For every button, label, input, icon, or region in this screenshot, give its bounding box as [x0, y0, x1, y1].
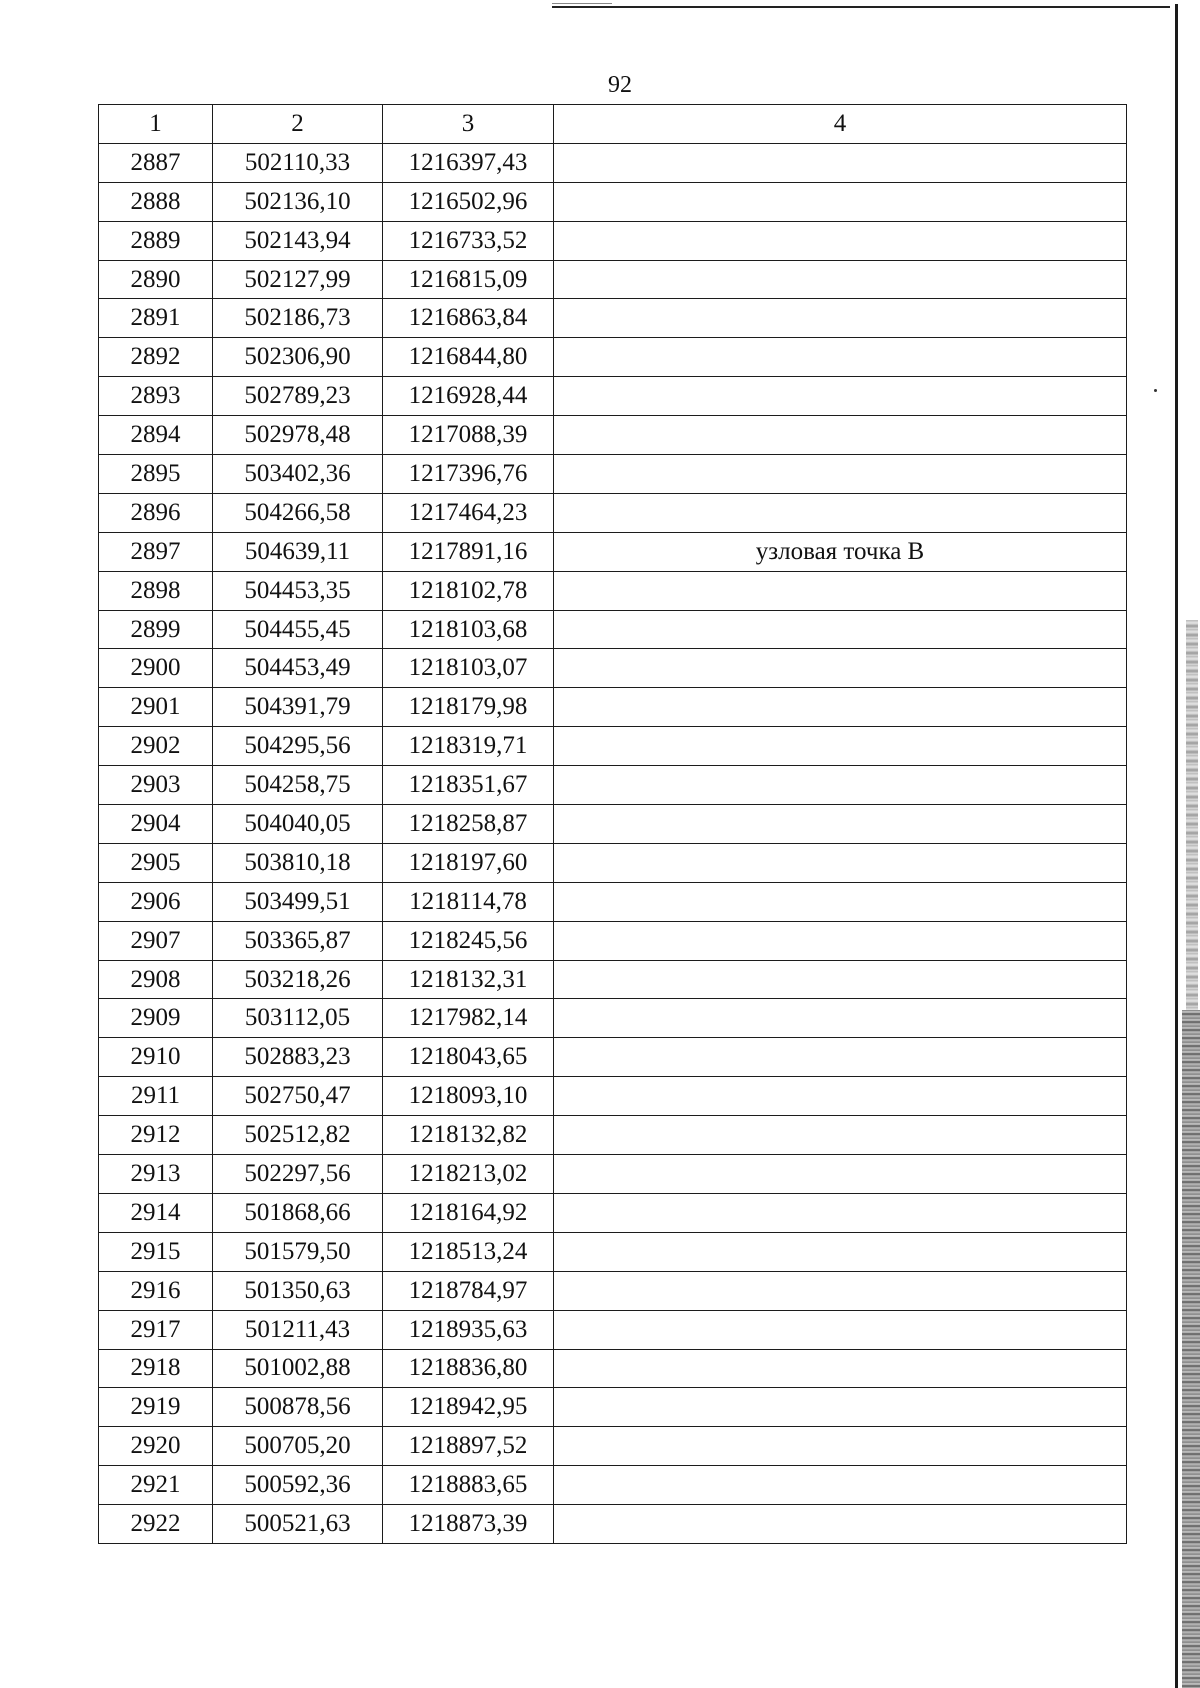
- x-coordinate-cell: 502750,47: [213, 1077, 383, 1116]
- scan-border-right: [1175, 4, 1178, 1688]
- note-cell: [554, 843, 1127, 882]
- point-number-cell: 2899: [99, 610, 213, 649]
- table-row: [99, 493, 1127, 532]
- point-number-cell: 2906: [99, 882, 213, 921]
- column-header-4: 4: [554, 105, 1127, 144]
- point-number-cell: 2907: [99, 921, 213, 960]
- point-number-cell: 2904: [99, 805, 213, 844]
- point-number-cell: 2918: [99, 1349, 213, 1388]
- column-header-2: 2: [213, 105, 383, 144]
- point-number-cell: 2917: [99, 1310, 213, 1349]
- y-coordinate-cell: 1216815,09: [383, 260, 554, 299]
- point-number-cell: 2889: [99, 221, 213, 260]
- point-number-cell: 2916: [99, 1271, 213, 1310]
- x-coordinate-cell: 502127,99: [213, 260, 383, 299]
- x-coordinate-cell: 501211,43: [213, 1310, 383, 1349]
- x-coordinate-cell: 501350,63: [213, 1271, 383, 1310]
- x-coordinate-cell: 504453,49: [213, 649, 383, 688]
- note-cell: [554, 649, 1127, 688]
- note-cell: [554, 999, 1127, 1038]
- point-number-cell: 2908: [99, 960, 213, 999]
- table-row: [99, 1466, 1127, 1505]
- point-number-cell: 2896: [99, 493, 213, 532]
- note-cell: [554, 1349, 1127, 1388]
- y-coordinate-cell: 1218351,67: [383, 766, 554, 805]
- table-row: [99, 921, 1127, 960]
- point-number-cell: 2921: [99, 1466, 213, 1505]
- x-coordinate-cell: 501002,88: [213, 1349, 383, 1388]
- table-row: [99, 1116, 1127, 1155]
- y-coordinate-cell: 1218093,10: [383, 1077, 554, 1116]
- table-row: [99, 182, 1127, 221]
- scan-edge-shadow-lower: [1182, 1010, 1200, 1688]
- x-coordinate-cell: 502110,33: [213, 143, 383, 182]
- table-row: [99, 338, 1127, 377]
- x-coordinate-cell: 503365,87: [213, 921, 383, 960]
- table-row: [99, 805, 1127, 844]
- coordinates-table: [98, 104, 1127, 1544]
- point-number-cell: 2914: [99, 1193, 213, 1232]
- note-cell: [554, 299, 1127, 338]
- point-number-cell: 2898: [99, 571, 213, 610]
- note-cell: [554, 1271, 1127, 1310]
- x-coordinate-cell: 504040,05: [213, 805, 383, 844]
- y-coordinate-cell: 1216863,84: [383, 299, 554, 338]
- note-cell: [554, 260, 1127, 299]
- table-row: [99, 221, 1127, 260]
- x-coordinate-cell: 500521,63: [213, 1505, 383, 1544]
- table-row: [99, 999, 1127, 1038]
- note-cell: [554, 882, 1127, 921]
- note-cell: [554, 1427, 1127, 1466]
- point-number-cell: 2903: [99, 766, 213, 805]
- table-row: [99, 377, 1127, 416]
- point-number-cell: 2892: [99, 338, 213, 377]
- x-coordinate-cell: 502978,48: [213, 416, 383, 455]
- x-coordinate-cell: 504455,45: [213, 610, 383, 649]
- y-coordinate-cell: 1218179,98: [383, 688, 554, 727]
- note-cell: [554, 727, 1127, 766]
- note-cell: [554, 921, 1127, 960]
- x-coordinate-cell: 503499,51: [213, 882, 383, 921]
- y-coordinate-cell: 1216397,43: [383, 143, 554, 182]
- table-row: [99, 960, 1127, 999]
- y-coordinate-cell: 1217982,14: [383, 999, 554, 1038]
- table-row: [99, 1505, 1127, 1544]
- note-cell: [554, 493, 1127, 532]
- column-header-1: 1: [99, 105, 213, 144]
- note-cell: [554, 221, 1127, 260]
- y-coordinate-cell: 1218164,92: [383, 1193, 554, 1232]
- point-number-cell: 2901: [99, 688, 213, 727]
- y-coordinate-cell: 1218197,60: [383, 843, 554, 882]
- point-number-cell: 2915: [99, 1232, 213, 1271]
- y-coordinate-cell: 1216928,44: [383, 377, 554, 416]
- point-number-cell: 2919: [99, 1388, 213, 1427]
- table-row: [99, 571, 1127, 610]
- scan-border-faint: [552, 3, 612, 4]
- y-coordinate-cell: 1218513,24: [383, 1232, 554, 1271]
- table-row: [99, 532, 1127, 571]
- x-coordinate-cell: 504295,56: [213, 727, 383, 766]
- table-body: [99, 143, 1127, 1543]
- y-coordinate-cell: 1217396,76: [383, 455, 554, 494]
- note-cell: [554, 338, 1127, 377]
- point-number-cell: 2893: [99, 377, 213, 416]
- x-coordinate-cell: 504453,35: [213, 571, 383, 610]
- note-cell: [554, 1155, 1127, 1194]
- note-cell: [554, 1388, 1127, 1427]
- note-cell: [554, 610, 1127, 649]
- y-coordinate-cell: 1218873,39: [383, 1505, 554, 1544]
- table-row: [99, 649, 1127, 688]
- point-number-cell: 2920: [99, 1427, 213, 1466]
- x-coordinate-cell: 503402,36: [213, 455, 383, 494]
- note-cell: [554, 1077, 1127, 1116]
- x-coordinate-cell: 501868,66: [213, 1193, 383, 1232]
- x-coordinate-cell: 502136,10: [213, 182, 383, 221]
- x-coordinate-cell: 502789,23: [213, 377, 383, 416]
- point-number-cell: 2912: [99, 1116, 213, 1155]
- note-cell: [554, 1232, 1127, 1271]
- point-number-cell: 2888: [99, 182, 213, 221]
- note-cell: [554, 960, 1127, 999]
- y-coordinate-cell: 1217088,39: [383, 416, 554, 455]
- note-cell: [554, 688, 1127, 727]
- y-coordinate-cell: 1218836,80: [383, 1349, 554, 1388]
- table-row: [99, 455, 1127, 494]
- y-coordinate-cell: 1218132,82: [383, 1116, 554, 1155]
- note-cell: [554, 1466, 1127, 1505]
- y-coordinate-cell: 1218258,87: [383, 805, 554, 844]
- y-coordinate-cell: 1218942,95: [383, 1388, 554, 1427]
- point-number-cell: 2922: [99, 1505, 213, 1544]
- y-coordinate-cell: 1218102,78: [383, 571, 554, 610]
- note-cell: [554, 1310, 1127, 1349]
- point-number-cell: 2910: [99, 1038, 213, 1077]
- note-cell: [554, 571, 1127, 610]
- y-coordinate-cell: 1218213,02: [383, 1155, 554, 1194]
- point-number-cell: 2913: [99, 1155, 213, 1194]
- x-coordinate-cell: 502512,82: [213, 1116, 383, 1155]
- point-number-cell: 2897: [99, 532, 213, 571]
- note-cell: [554, 805, 1127, 844]
- x-coordinate-cell: 502306,90: [213, 338, 383, 377]
- y-coordinate-cell: 1218245,56: [383, 921, 554, 960]
- note-cell: [554, 416, 1127, 455]
- note-cell: [554, 1505, 1127, 1544]
- x-coordinate-cell: 500705,20: [213, 1427, 383, 1466]
- point-number-cell: 2890: [99, 260, 213, 299]
- point-number-cell: 2909: [99, 999, 213, 1038]
- point-number-cell: 2911: [99, 1077, 213, 1116]
- page-number: 92: [608, 72, 632, 98]
- y-coordinate-cell: 1218883,65: [383, 1466, 554, 1505]
- table-row: [99, 1310, 1127, 1349]
- note-cell: [554, 1116, 1127, 1155]
- table-row: [99, 1427, 1127, 1466]
- note-cell: [554, 1193, 1127, 1232]
- x-coordinate-cell: 504258,75: [213, 766, 383, 805]
- table-row: [99, 610, 1127, 649]
- x-coordinate-cell: 502297,56: [213, 1155, 383, 1194]
- scan-speck: [1154, 389, 1157, 392]
- table-row: [99, 766, 1127, 805]
- x-coordinate-cell: 503112,05: [213, 999, 383, 1038]
- x-coordinate-cell: 504391,79: [213, 688, 383, 727]
- x-coordinate-cell: 503810,18: [213, 843, 383, 882]
- y-coordinate-cell: 1216733,52: [383, 221, 554, 260]
- table-row: [99, 1193, 1127, 1232]
- x-coordinate-cell: 500878,56: [213, 1388, 383, 1427]
- table-row: [99, 688, 1127, 727]
- table-row: [99, 416, 1127, 455]
- column-header-3: 3: [383, 105, 554, 144]
- point-number-cell: 2891: [99, 299, 213, 338]
- table-row: [99, 1155, 1127, 1194]
- table-row: [99, 1388, 1127, 1427]
- table-row: [99, 260, 1127, 299]
- table-row: [99, 727, 1127, 766]
- y-coordinate-cell: 1218114,78: [383, 882, 554, 921]
- y-coordinate-cell: 1218897,52: [383, 1427, 554, 1466]
- point-number-cell: 2900: [99, 649, 213, 688]
- note-cell: [554, 143, 1127, 182]
- table-row: [99, 1232, 1127, 1271]
- point-number-cell: 2905: [99, 843, 213, 882]
- y-coordinate-cell: 1218043,65: [383, 1038, 554, 1077]
- x-coordinate-cell: 502143,94: [213, 221, 383, 260]
- note-cell: [554, 1038, 1127, 1077]
- y-coordinate-cell: 1218132,31: [383, 960, 554, 999]
- y-coordinate-cell: 1217464,23: [383, 493, 554, 532]
- table-row: [99, 143, 1127, 182]
- table-header-row: [99, 105, 1127, 144]
- note-cell: [554, 766, 1127, 805]
- point-number-cell: 2894: [99, 416, 213, 455]
- note-cell: узловая точка В: [554, 532, 1127, 571]
- y-coordinate-cell: 1218935,63: [383, 1310, 554, 1349]
- x-coordinate-cell: 503218,26: [213, 960, 383, 999]
- table-row: [99, 843, 1127, 882]
- y-coordinate-cell: 1217891,16: [383, 532, 554, 571]
- point-number-cell: 2887: [99, 143, 213, 182]
- x-coordinate-cell: 504639,11: [213, 532, 383, 571]
- x-coordinate-cell: 502186,73: [213, 299, 383, 338]
- note-cell: [554, 377, 1127, 416]
- y-coordinate-cell: 1218103,07: [383, 649, 554, 688]
- point-number-cell: 2895: [99, 455, 213, 494]
- x-coordinate-cell: 504266,58: [213, 493, 383, 532]
- note-cell: [554, 455, 1127, 494]
- y-coordinate-cell: 1218784,97: [383, 1271, 554, 1310]
- scan-border-top: [552, 6, 1170, 8]
- y-coordinate-cell: 1218103,68: [383, 610, 554, 649]
- point-number-cell: 2902: [99, 727, 213, 766]
- table-row: [99, 1271, 1127, 1310]
- note-cell: [554, 182, 1127, 221]
- table-row: [99, 1038, 1127, 1077]
- y-coordinate-cell: 1216844,80: [383, 338, 554, 377]
- y-coordinate-cell: 1218319,71: [383, 727, 554, 766]
- table-row: [99, 1349, 1127, 1388]
- y-coordinate-cell: 1216502,96: [383, 182, 554, 221]
- x-coordinate-cell: 501579,50: [213, 1232, 383, 1271]
- table-row: [99, 1077, 1127, 1116]
- table-row: [99, 299, 1127, 338]
- scan-edge-shadow-upper: [1186, 620, 1198, 1010]
- table-row: [99, 882, 1127, 921]
- x-coordinate-cell: 502883,23: [213, 1038, 383, 1077]
- x-coordinate-cell: 500592,36: [213, 1466, 383, 1505]
